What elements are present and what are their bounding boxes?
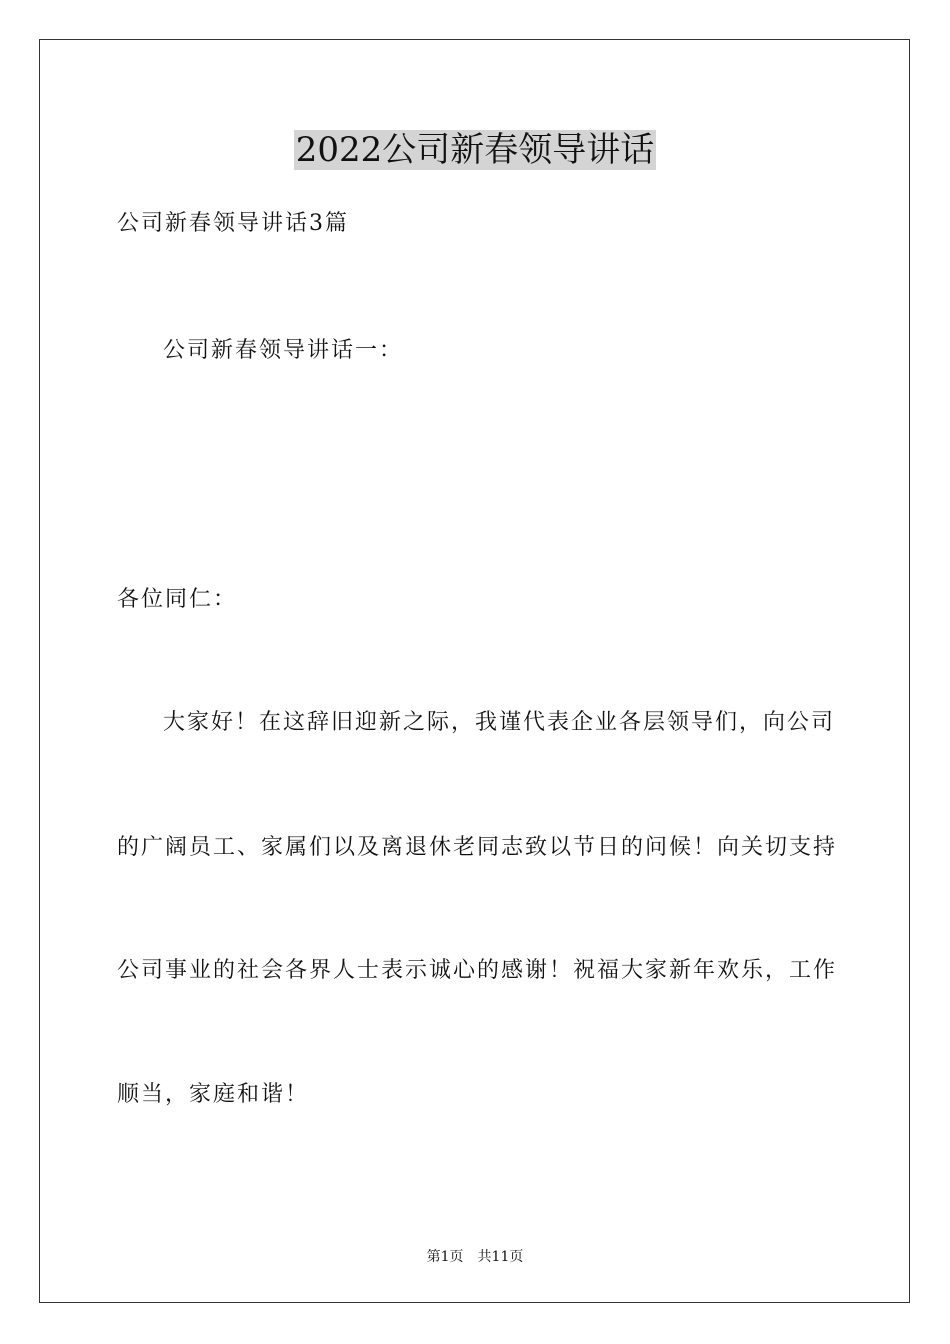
document-title	[0, 128, 950, 172]
paragraph-line: 的广阔员工、家属们以及离退休老同志致以节日的问候！向关切支持	[117, 835, 838, 860]
subtitle: 公司新春领导讲话3篇	[117, 211, 349, 236]
page-number-footer: 第1页 共11页	[426, 1249, 524, 1265]
title-text: 2022公司新春领导讲话	[295, 130, 655, 170]
paragraph-line: 大家好！在这辞旧迎新之际，我谨代表企业各层领导们，向公司	[163, 710, 836, 735]
paragraph-line: 公司事业的社会各界人士表示诚心的感谢！祝福大家新年欢乐，工作	[117, 958, 838, 983]
section-heading: 公司新春领导讲话一：	[163, 338, 404, 363]
paragraph-line: 顺当，家庭和谐！	[117, 1082, 310, 1107]
salutation: 各位同仁：	[117, 587, 238, 612]
